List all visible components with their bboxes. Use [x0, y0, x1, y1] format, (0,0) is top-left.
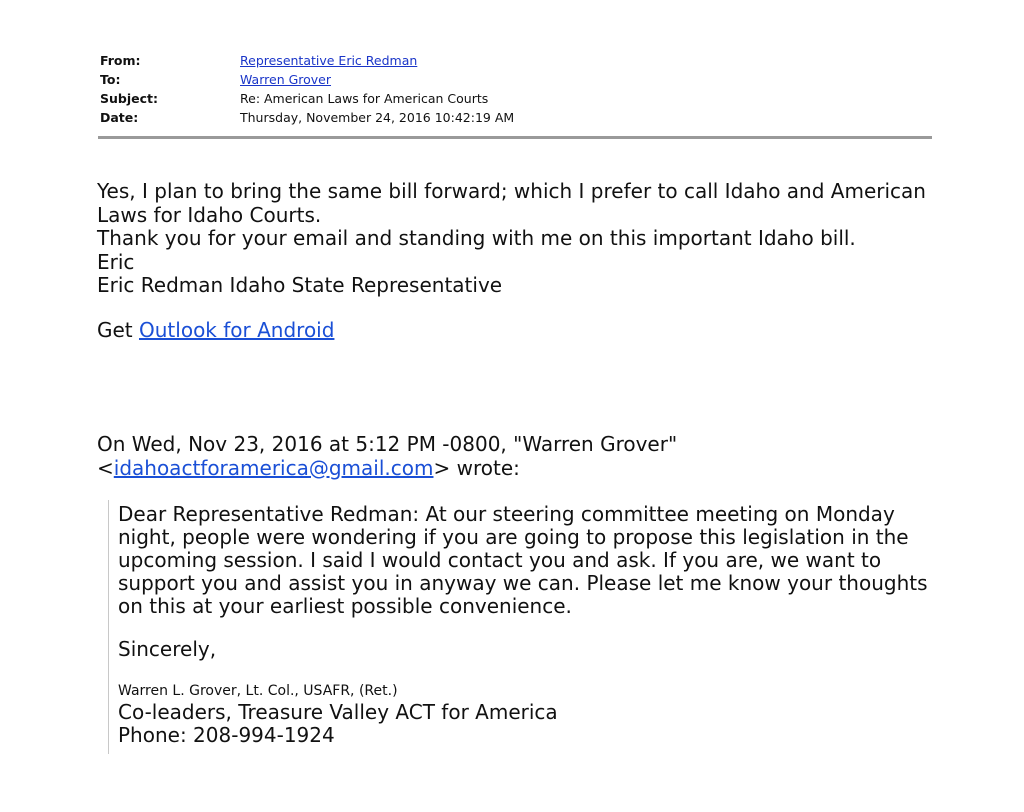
quoted-intro-line-1: On Wed, Nov 23, 2016 at 5:12 PM -0800, "Warren Grover" [97, 432, 678, 456]
quoted-para-line-3: upcoming session. I said I would contact you and ask. If you are, we want to [118, 548, 882, 572]
reply-line-1: Yes, I plan to bring the same bill forward; which I prefer to call Idaho and American [97, 179, 926, 203]
from-row [100, 51, 932, 70]
intro-suffix: > wrote: [433, 455, 520, 480]
quoted-para-line-5: on this at your earliest possible convenience. [118, 594, 572, 618]
subject-row [100, 89, 932, 108]
reply-body [97, 180, 957, 342]
from-sender-link[interactable]: Representative Eric Redman [240, 53, 418, 68]
quoted-spacer-2 [118, 661, 948, 681]
quoted-message [108, 500, 948, 754]
to-recipient-link[interactable]: Warren Grover [240, 72, 332, 87]
quoted-sig-phone: Phone: 208-994-1924 [118, 723, 335, 747]
quoted-text [118, 503, 948, 747]
intro-lt: < [97, 455, 114, 480]
get-prefix: Get [97, 317, 140, 342]
quoted-intro [97, 433, 957, 480]
reply-spacer [97, 298, 957, 319]
quoted-spacer-1 [118, 618, 948, 638]
subject-label: Subject: [100, 91, 158, 106]
date-label: Date: [100, 110, 139, 125]
quoted-sig-org: Co-leaders, Treasure Valley ACT for America [118, 700, 558, 724]
to-label: To: [100, 72, 121, 87]
from-label: From: [100, 53, 141, 68]
reply-line-3: Thank you for your email and standing with me on this important Idaho bill. [97, 226, 856, 250]
reply-line-2: Laws for Idaho Courts. [97, 202, 322, 227]
quoted-sig-name: Warren L. Grover, Lt. Col., USAFR, (Ret.) [118, 683, 398, 699]
get-outlook-line [97, 319, 957, 343]
reply-line-4: Eric [97, 249, 135, 274]
sender-email-link[interactable]: idahoactforamerica@gmail.com [113, 455, 434, 480]
subject-value: Re: American Laws for American Courts [240, 91, 489, 106]
header-divider [98, 136, 932, 139]
reply-signature: Eric Redman Idaho State Representative [97, 273, 503, 297]
quoted-intro-line-2 [97, 457, 957, 481]
quoted-para-line-2: night, people were wondering if you are going to propose this legislation in the [118, 525, 909, 549]
quoted-para-line-1: Dear Representative Redman: At our steering committee meeting on Monday [118, 502, 895, 526]
quoted-para-line-4: support you and assist you in anyway we can. Please let me know your thoughts [118, 571, 928, 595]
date-value: Thursday, November 24, 2016 10:42:19 AM [240, 110, 515, 125]
outlook-for-android-link[interactable]: Outlook for Android [139, 317, 335, 342]
date-row [100, 108, 932, 127]
email-header [100, 51, 932, 127]
quoted-closing: Sincerely, [118, 637, 217, 661]
to-row [100, 70, 932, 89]
